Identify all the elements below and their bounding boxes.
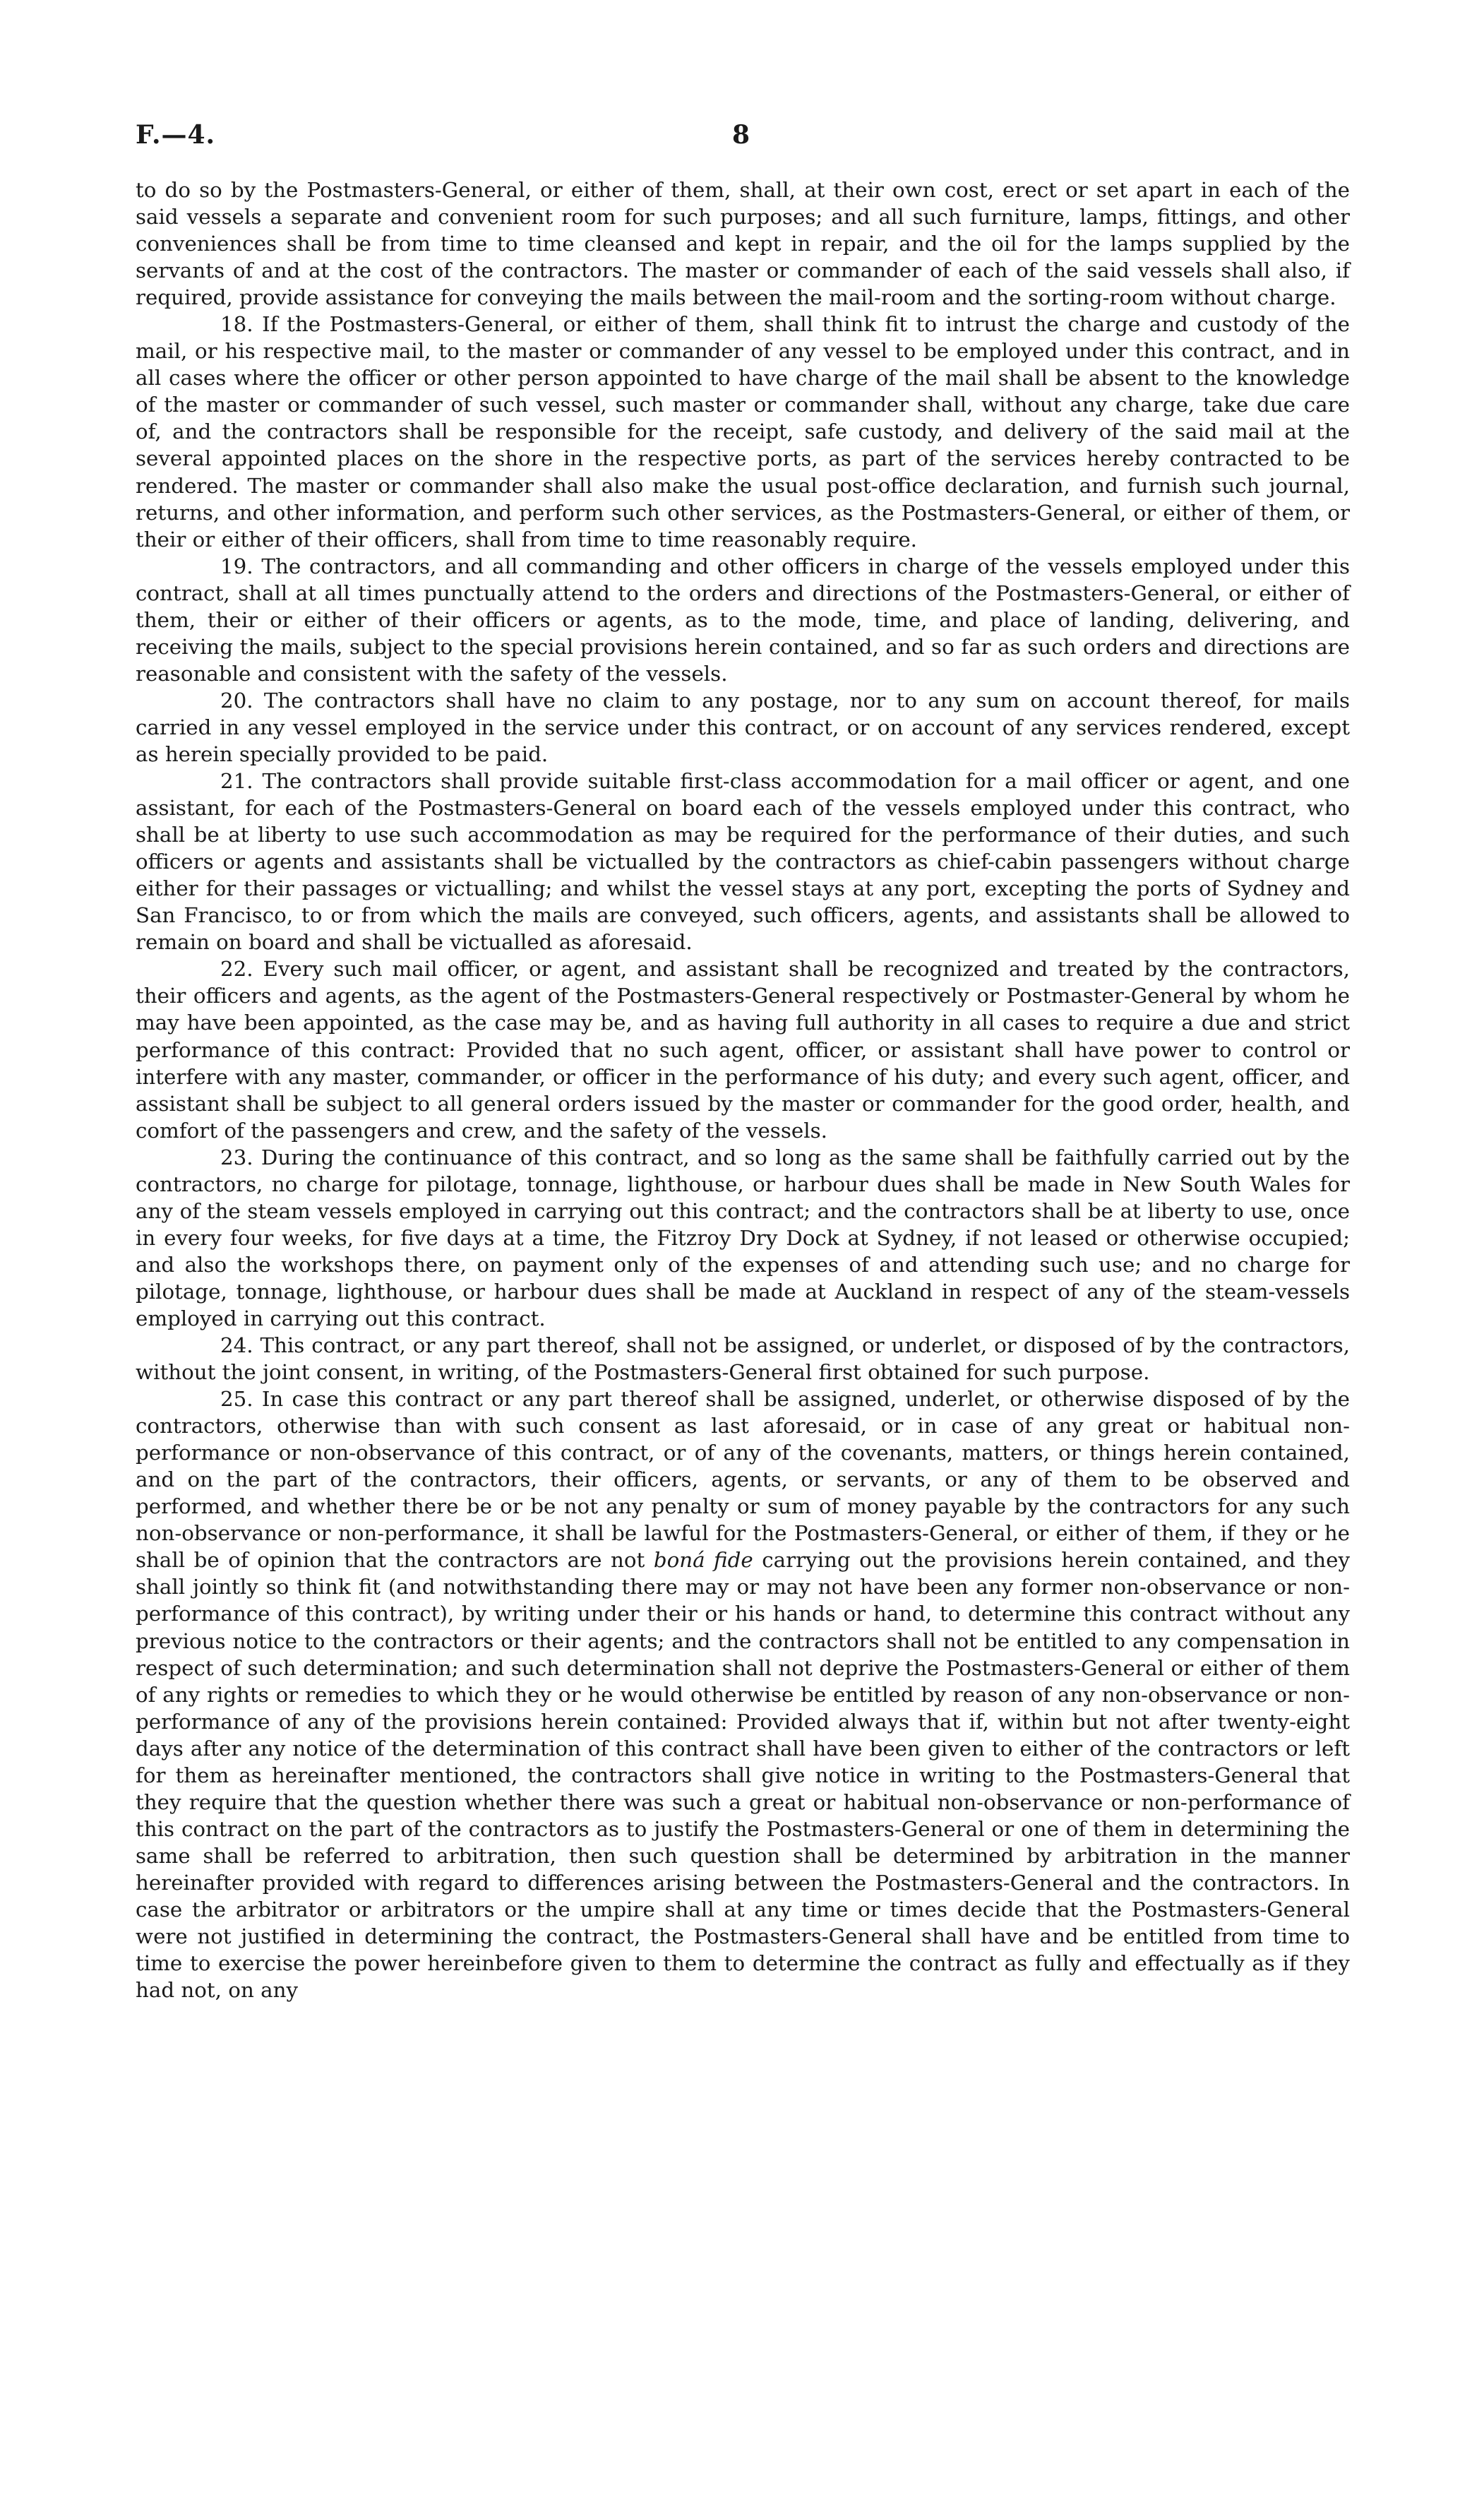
paragraph-24: 24. This contract, or any part thereof, shall not be assigned, or underlet, or disposed of by the contractors, without the joint consent, in writing, of the Postmasters-General first obtained for such purpose. <box>136 1333 1350 1385</box>
paragraph-25 <box>136 1386 1350 2003</box>
paragraph-18: 18. If the Postmasters-General, or either of them, shall think fit to intrust the charge and custody of the mail, or his respective mail, to the master or commander of any vessel to be employed under this contract, and in all cases where the officer or other person appointed to have charge of the mail shall be absent to the knowledge of the master or commander of such vessel, such master or commander shall, without any charge, take due care of, and the contractors shall be responsible for the receipt, safe custody, and delivery of the said mail at the several appointed places on the shore in the respective ports, as part of the services hereby contracted to be rendered. The master or commander shall also make the usual post-office declaration, and furnish such journal, returns, and other information, and perform such other services, as the Postmasters-General, or either of them, or their or either of their officers, shall from time to time reasonably require. <box>136 312 1350 552</box>
document-reference: F.—4. <box>136 120 216 150</box>
page-number: 8 <box>732 120 750 150</box>
paragraph-25-text-end: carrying out the provisions herein contained, and they shall jointly so think fit (and notwithstanding there may or may not have been any former non-observance or non-performance of this contract), by writing under their or his hands or hand, to determine this contract without any previous notice to the contractors or their agents; and the contractors shall not be entitled to any compensation in respect of such determination; and such determination shall not deprive the Postmasters-General or either of them of any rights or remedies to which they or he would otherwise be entitled by reason of any non-observance or non-performance of any of the provisions herein contained: Provided always that if, within but not after twenty-eight days after any notice of the determination of this contract shall have been given to either of the contractors or left for them as hereinafter mentioned, the contractors shall give notice in writing to the Postmasters-General that they require that the question whether there was such a great or habitual non-observance or non-performance of this contract on the part of the contractors as to justify the Postmasters-General or one of them in determining the same shall be referred to arbitration, then such question shall be determined by arbitration in the manner hereinafter provided with regard to differences arising between the Postmasters-General and the contractors. In case the arbitrator or arbitrators or the umpire shall at any time or times decide that the Postmasters-General were not justified in determining the contract, the Postmasters-General shall have and be entitled from time to time to exercise the power hereinbefore given to them to determine the contract as fully and effectually as if they had not, on any <box>136 1548 1350 2003</box>
paragraph-20: 20. The contractors shall have no claim to any postage, nor to any sum on account thereof, for mails carried in any vessel employed in the service under this contract, or on account of any services rendered, except as herein specially provided to be paid. <box>136 688 1350 766</box>
paragraph-19: 19. The contractors, and all commanding and other officers in charge of the vessels employed under this contract, shall at all times punctually attend to the orders and directions of the Postmasters-General, or either of them, their or either of their officers or agents, as to the mode, time, and place of landing, delivering, and receiving the mails, subject to the special provisions herein contained, and so far as such orders and directions are reasonable and consistent with the safety of the vessels. <box>136 554 1350 686</box>
paragraph-23: 23. During the continuance of this contract, and so long as the same shall be faithfully carried out by the contractors, no charge for pilotage, tonnage, lighthouse, or harbour dues shall be made in New South Wales for any of the steam vessels employed in carrying out this contract; and the contractors shall be at liberty to use, once in every four weeks, for five days at a time, the Fitzroy Dry Dock at Sydney, if not leased or otherwise occupied; and also the workshops there, on payment only of the expenses of and attending such use; and no charge for pilotage, tonnage, lighthouse, or harbour dues shall be made at Auckland in respect of any of the steam-vessels employed in carrying out this contract. <box>136 1145 1350 1330</box>
paragraph-21: 21. The contractors shall provide suitable first-class accommodation for a mail officer or agent, and one assistant, for each of the Postmasters-General on board each of the vessels employed under this contract, who shall be at liberty to use such accommodation as may be required for the performance of their duties, and such officers or agents and assistants shall be victualled by the contractors as chief-cabin passengers without charge either for their passages or victualling; and whilst the vessel stays at any port, excepting the ports of Sydney and San Francisco, to or from which the mails are conveyed, such officers, agents, and assistants shall be allowed to remain on board and shall be victualled as aforesaid. <box>136 769 1350 955</box>
paragraph-25-text-start: 25. In case this contract or any part thereof shall be assigned, underlet, or otherwise disposed of by the contractors, otherwise than with such consent as last aforesaid, or in case of any great or habitual non-performance or non-observance of this contract, or of any of the covenants, matters, or things herein contained, and on the part of the contractors, their officers, agents, or servants, or any of them to be observed and performed, and whether there be or be not any penalty or sum of money payable by the contractors for any such non-observance or non-performance, it shall be lawful for the Postmasters-General, or either of them, if they or he shall be of opinion that the contractors are not <box>136 1387 1350 1573</box>
paragraph-22: 22. Every such mail officer, or agent, and assistant shall be recognized and treated by the contractors, their officers and agents, as the agent of the Postmasters-General respectively or Postmaster-General by whom he may have been appointed, as the case may be, and as having full authority in all cases to require a due and strict performance of this contract: Provided that no such agent, officer, or assistant shall have power to control or interfere with any master, commander, or officer in the performance of his duty; and every such agent, officer, and assistant shall be subject to all general orders issued by the master or commander for the good order, health, and comfort of the passengers and crew, and the safety of the vessels. <box>136 957 1350 1143</box>
paragraph-25-italic-term: boná fide <box>653 1548 753 1573</box>
paragraph-continuation: to do so by the Postmasters-General, or either of them, shall, at their own cost, erect or set apart in each of the said vessels a separate and convenient room for such purposes; and all such furniture, lamps, fittings, and other conveniences shall be from time to time cleansed and kept in repair, and the oil for the lamps supplied by the servants of and at the cost of the contractors. The master or commander of each of the said vessels shall also, if required, provide assistance for conveying the mails between the mail-room and the sorting-room without charge. <box>136 178 1350 310</box>
page-header <box>136 120 1350 155</box>
body-text <box>136 177 1350 2003</box>
